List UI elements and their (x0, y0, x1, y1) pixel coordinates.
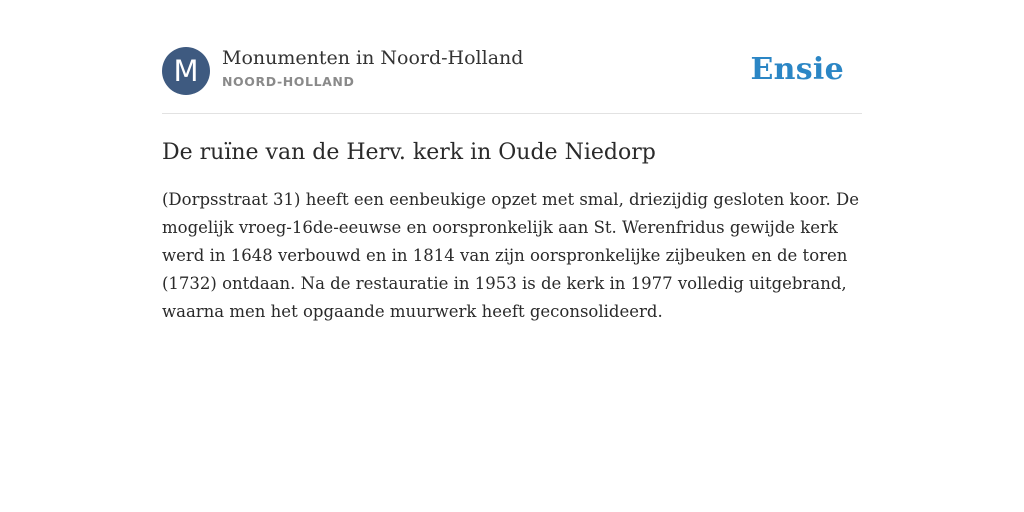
article-card (162, 46, 862, 326)
source-subtitle: NOORD-HOLLAND (222, 74, 355, 89)
source-header (162, 46, 862, 114)
article-body: (Dorpsstraat 31) heeft een eenbeukige opzet met smal, driezijdig gesloten koor. De mogelijk vroeg-16de-eeuwse en oorspronkelijk aan St. Werenfridus gewijde kerk werd in 1648 verbouwd en in 1814 van zijn oorspronkelijke zijbeuken en de toren (1732) ontdaan. Na de restauratie in 1953 is de kerk in 1977 volledig uitgebrand, waarna men het opgaande muurwerk heeft geconsolideerd. (162, 190, 859, 321)
article-title: De ruïne van de Herv. kerk in Oude Niedorp (162, 140, 656, 165)
source-avatar[interactable]: M (162, 47, 210, 95)
ensie-logo[interactable]: Ensie (750, 52, 844, 87)
source-title[interactable]: Monumenten in Noord-Holland (222, 47, 524, 69)
